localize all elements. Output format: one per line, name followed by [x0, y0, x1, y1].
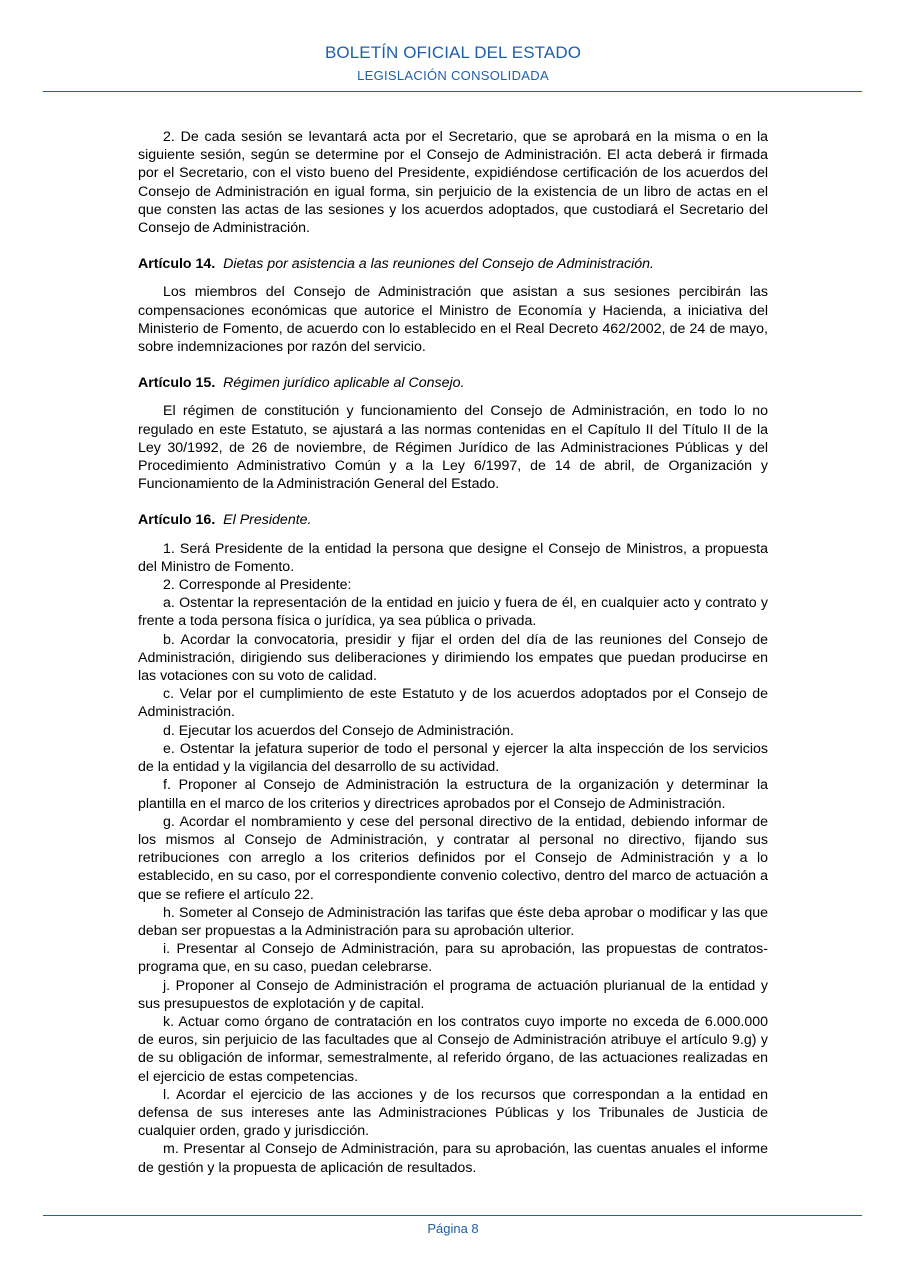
article-14-heading [138, 255, 768, 273]
article-14-title: Dietas por asistencia a las reuniones del Consejo de Administración. [223, 256, 655, 273]
article-14-paragraph: Los miembros del Consejo de Administración que asistan a sus sesiones percibirán las compensaciones económicas que autorice el Ministro de Economía y Hacienda, a iniciativa del Ministerio de Fomento, de acuerdo con lo establecido en el Real Decreto 462/2002, de 24 de mayo, sobre indemnizaciones por razón del servicio. [138, 284, 768, 356]
list-item-b: b. Acordar la convocatoria, presidir y fijar el orden del día de las reuniones del Consejo de Administración, dirigiendo sus deliberaciones y dirimiendo los empates que puedan producirse en las votaciones con su voto de calidad. [138, 631, 768, 685]
article-15-paragraph: El régimen de constitución y funcionamiento del Consejo de Administración, en todo lo no regulado en este Estatuto, se ajustará a las normas contenidas en el Capítulo II del Título II de la Ley 30/1992, de 26 de noviembre, de Régimen Jurídico de las Administraciones Públicas y del Procedimiento Administrativo Común y a la Ley 6/1997, de 14 de abril, de Organización y Funcionamiento de la Administración General del Estado. [138, 403, 768, 493]
article-15-title: Régimen jurídico aplicable al Consejo. [223, 375, 465, 392]
article-16-heading [138, 511, 768, 529]
list-item-j: j. Proponer al Consejo de Administración el programa de actuación plurianual de la entidad y sus presupuestos de explotación y de capital. [138, 977, 768, 1012]
list-item-e: e. Ostentar la jefatura superior de todo el personal y ejercer la alta inspección de los servicios de la entidad y la vigilancia del desarrollo de su actividad. [138, 740, 768, 776]
document-body [138, 128, 768, 1177]
article-14-number: Artículo 14. [138, 256, 216, 273]
article-16-number: Artículo 16. [138, 512, 216, 529]
page-number: Página 8 [427, 1221, 479, 1236]
list-item-d: d. Ejecutar los acuerdos del Consejo de Administración. [163, 722, 514, 739]
list-item-k: k. Actuar como órgano de contratación en los contratos cuyo importe no exceda de 6.000.000 de euros, sin perjuicio de las facultades que al Consejo de Administración atribuye el artículo 9.g) y de su obligación de informar, semestralmente, al referido órgano, de las actuaciones realizadas en el ejercicio de estas competencias. [138, 1013, 768, 1085]
paragraph-acta: 2. De cada sesión se levantará acta por el Secretario, que se aprobará en la misma o en la siguiente sesión, según se determine por el Consejo de Administración. El acta deberá ir firmada por el Secretario, con el visto bueno del Presidente, expidiéndose certificación de los acuerdos del Consejo de Administración en igual forma, sin perjuicio de la existencia de un libro de actas en el que consten las actas de las sesiones y los acuerdos adoptados, que custodiará el Secretario del Consejo de Administración. [138, 129, 768, 237]
article-15-heading [138, 374, 768, 392]
list-item-a: a. Ostentar la representación de la entidad en juicio y fuera de él, en cualquier acto y contrato y frente a toda persona física o jurídica, ya sea pública o privada. [138, 595, 768, 630]
header-divider [43, 91, 862, 92]
list-item-m: m. Presentar al Consejo de Administración, para su aprobación, las cuentas anuales el informe de gestión y la propuesta de aplicación de resultados. [138, 1141, 768, 1176]
document-header-subtitle: LEGISLACIÓN CONSOLIDADA [357, 68, 549, 83]
list-item-l: l. Acordar el ejercicio de las acciones y de los recursos que correspondan a la entidad en defensa de sus intereses ante las Administraciones Públicas y los Tribunales de Justicia de cualquier orden, grado y jurisdicción. [138, 1086, 768, 1140]
article-16-paragraph-1: 1. Será Presidente de la entidad la persona que designe el Consejo de Ministros, a propuesta del Ministro de Fomento. [138, 540, 768, 575]
list-item-f: f. Proponer al Consejo de Administración la estructura de la organización y determinar la plantilla en el marco de los criterios y directrices aprobados por el Consejo de Administración. [138, 777, 768, 812]
list-item-h: h. Someter al Consejo de Administración las tarifas que éste deba aprobar o modificar y las que deban ser propuestas a la Administración para su aprobación ulterior. [138, 904, 768, 939]
article-15-number: Artículo 15. [138, 375, 216, 392]
list-item-i: i. Presentar al Consejo de Administración, para su aprobación, las propuestas de contratos-programa que, en su caso, puedan celebrarse. [138, 941, 768, 976]
document-header-title: BOLETÍN OFICIAL DEL ESTADO [324, 43, 582, 62]
list-item-c: c. Velar por el cumplimiento de este Estatuto y de los acuerdos adoptados por el Consejo de Administración. [138, 686, 768, 721]
footer-divider [43, 1215, 862, 1216]
list-item-g: g. Acordar el nombramiento y cese del personal directivo de la entidad, debiendo informar de los mismos al Consejo de Administración, y contratar al personal no directivo, fijando sus retribuciones con arreglo a los criterios definidos por el Consejo de Administración y a lo establecido, en su caso, por el correspondiente convenio colectivo, dentro del marco de actuación a que se refiere el artículo 22. [138, 813, 768, 903]
article-16-title: El Presidente. [223, 512, 312, 529]
article-16-paragraph-2: 2. Corresponde al Presidente: [163, 577, 352, 594]
